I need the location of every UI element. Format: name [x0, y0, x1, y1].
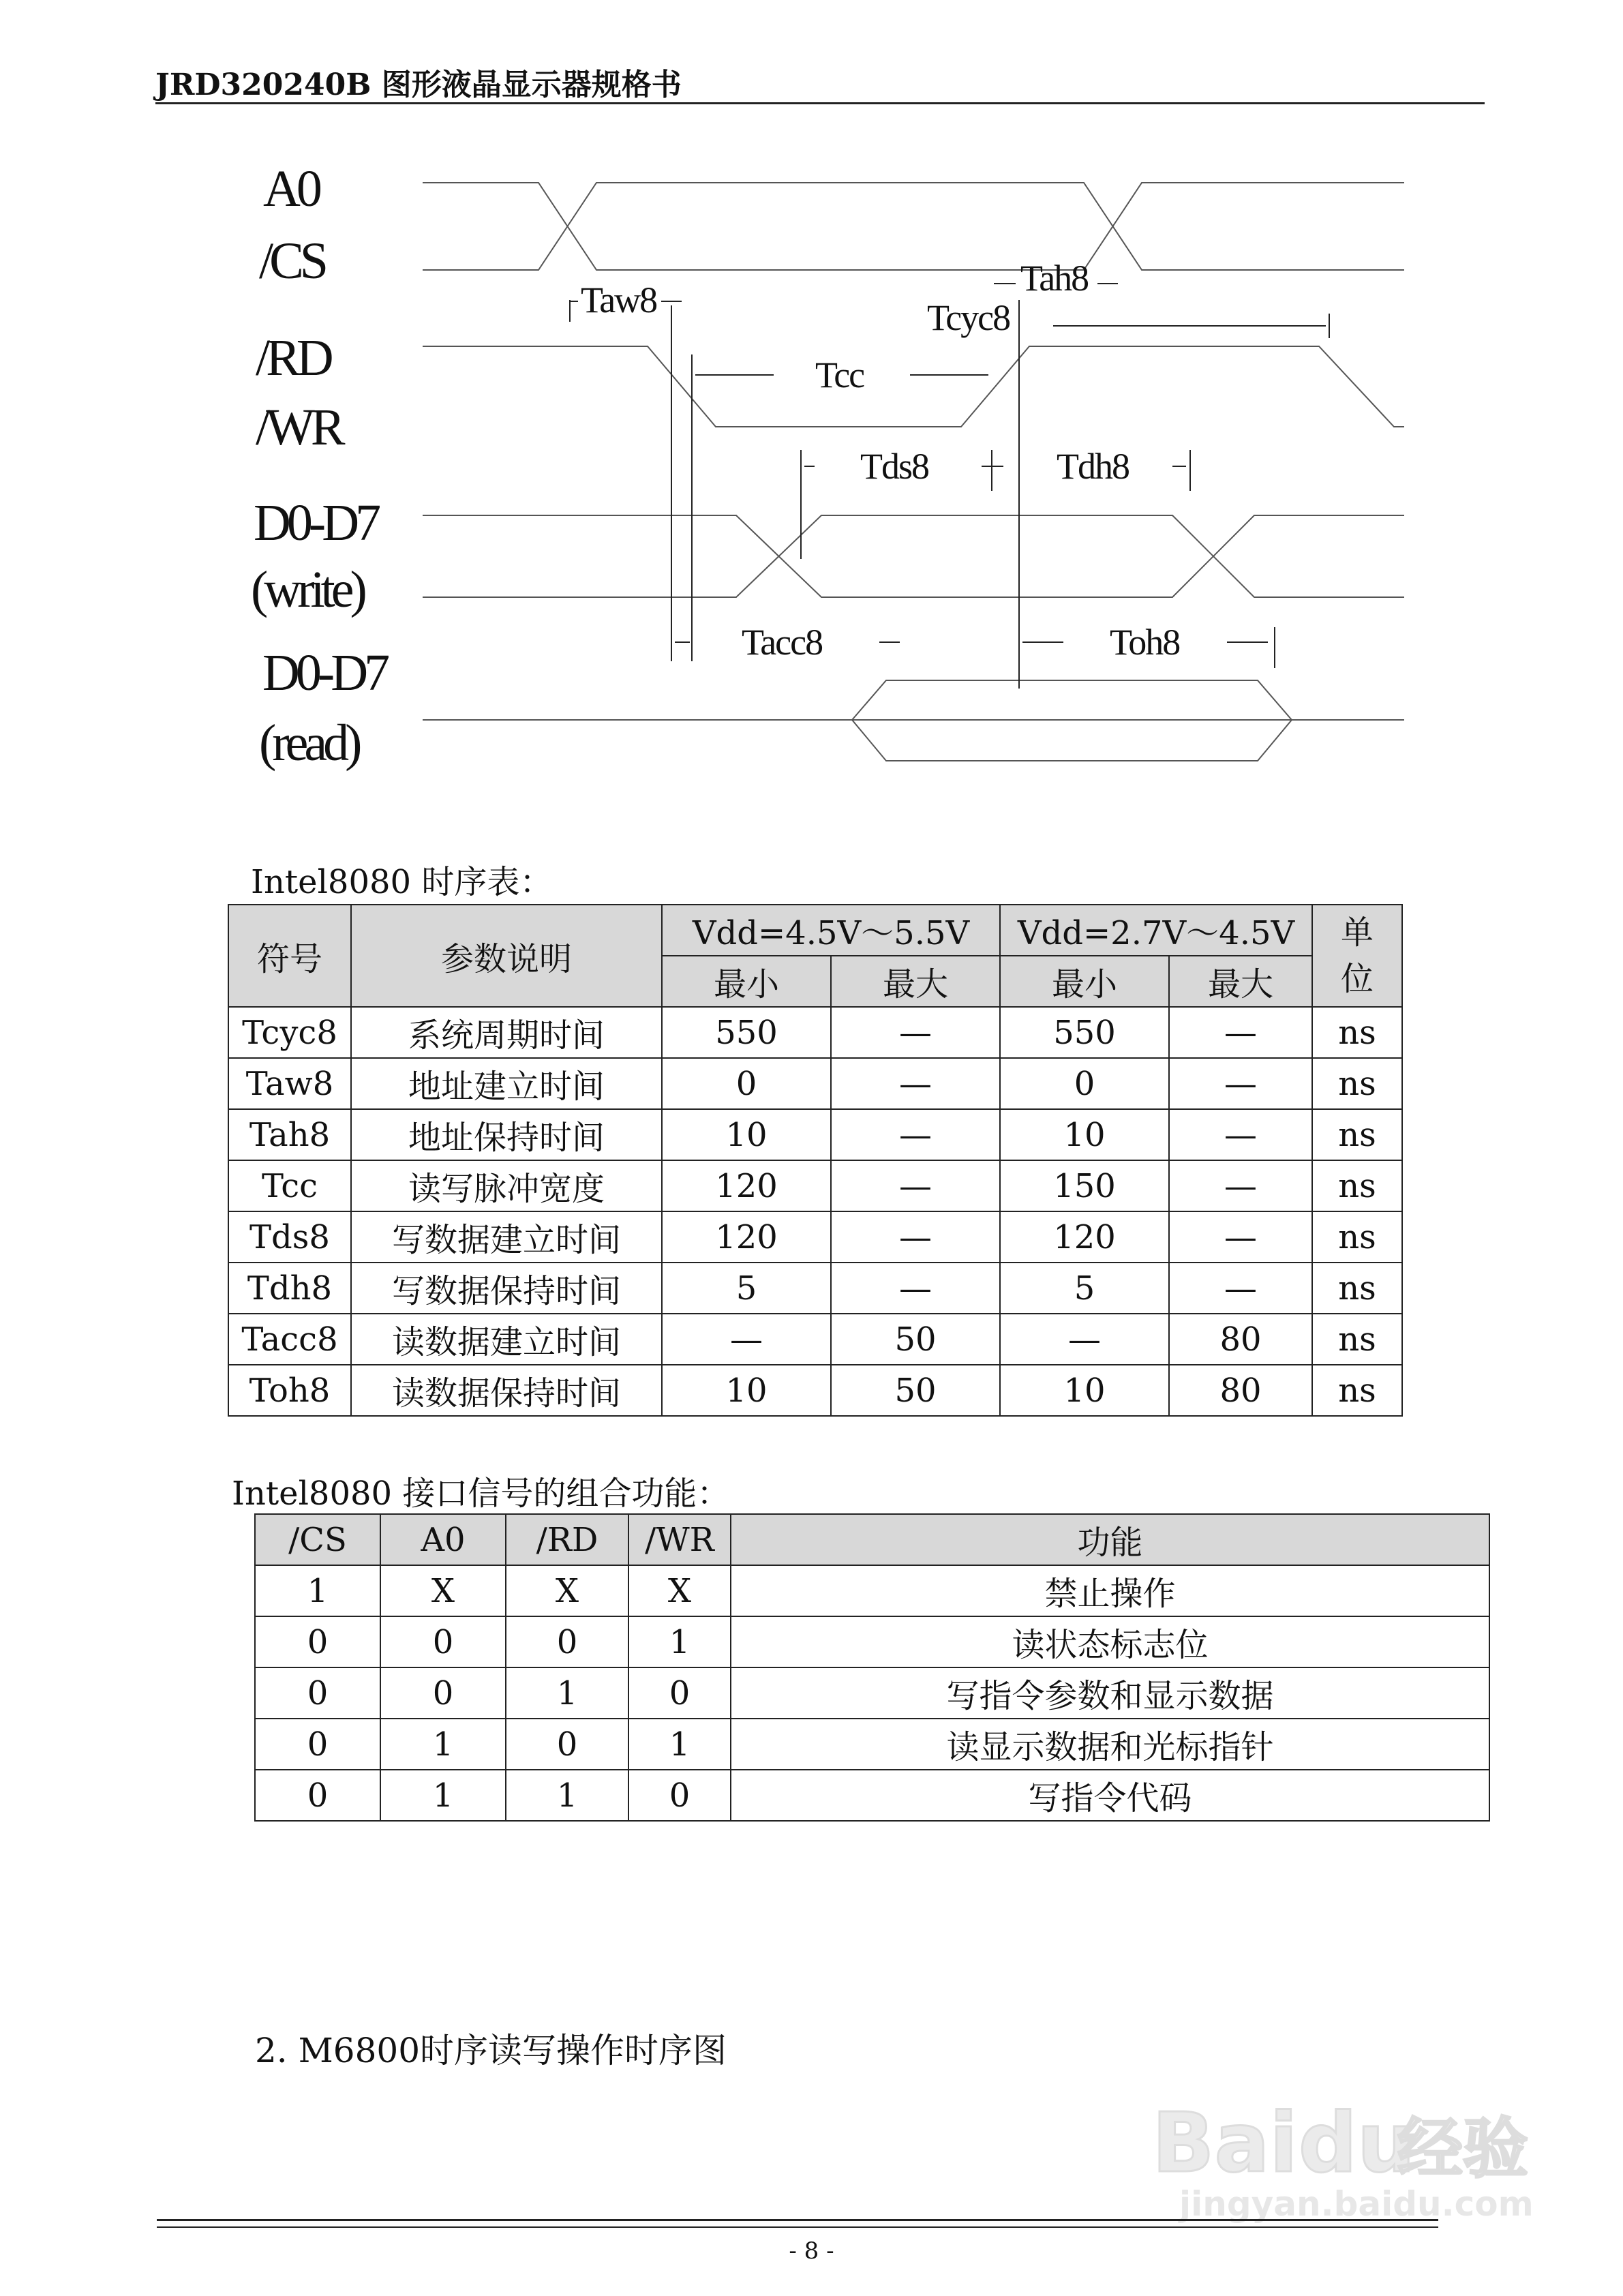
table-row: [255, 1770, 1489, 1821]
cell-unit: ns: [1312, 1160, 1402, 1211]
cell-description: 写数据保持时间: [351, 1263, 662, 1314]
cell-min-low: —: [1000, 1314, 1169, 1365]
cell-function: 读状态标志位: [731, 1616, 1489, 1667]
cell-wr: X: [628, 1565, 731, 1616]
header-vdd-high: Vdd=4.5V～5.5V: [662, 905, 1000, 956]
cell-unit: ns: [1312, 1365, 1402, 1416]
cell-min-high: 10: [662, 1365, 831, 1416]
cell-symbol: Tcyc8: [228, 1007, 351, 1058]
section-heading: 2. M6800时序读写操作时序图: [255, 2031, 727, 2070]
cell-unit: ns: [1312, 1007, 1402, 1058]
cell-max-low: —: [1169, 1263, 1312, 1314]
header-cs: /CS: [255, 1514, 380, 1565]
cell-min-low: 10: [1000, 1109, 1169, 1160]
cell-description: 地址建立时间: [351, 1058, 662, 1109]
cell-symbol: Toh8: [228, 1365, 351, 1416]
header-min-high: 最小: [662, 956, 831, 1007]
header-description: 参数说明: [351, 905, 662, 1007]
signal-dwrite-sub-label: (write): [251, 561, 363, 618]
cell-wr: 1: [628, 1616, 731, 1667]
cell-min-high: 10: [662, 1109, 831, 1160]
cell-wr: 0: [628, 1770, 731, 1821]
cell-min-low: 150: [1000, 1160, 1169, 1211]
cell-rd: 1: [506, 1667, 628, 1719]
cell-cs: 0: [255, 1770, 380, 1821]
timing-table-body: [228, 1007, 1402, 1416]
watermark-suffix: 经验: [1397, 2111, 1528, 2187]
table-row: [228, 1211, 1402, 1263]
signal-dwrite-label: D0-D7: [254, 494, 378, 552]
header-max-low: 最大: [1169, 956, 1312, 1007]
cell-symbol: Tcc: [228, 1160, 351, 1211]
cell-unit: ns: [1312, 1058, 1402, 1109]
combo-table: [254, 1513, 1490, 1822]
cell-a0: 0: [380, 1667, 506, 1719]
header-unit: [1312, 905, 1402, 1007]
header-vdd-low: Vdd=2.7V～4.5V: [1000, 905, 1312, 956]
cell-max-low: —: [1169, 1007, 1312, 1058]
combo-table-caption: Intel8080 接口信号的组合功能：: [232, 1475, 730, 1513]
param-tcyc-label: Tcyc8: [927, 297, 1010, 338]
table-row: [228, 1365, 1402, 1416]
cell-max-high: —: [831, 1263, 1000, 1314]
cell-description: 读数据保持时间: [351, 1365, 662, 1416]
timing-table-caption: Intel8080 时序表：: [251, 863, 553, 901]
header-a0: A0: [380, 1514, 506, 1565]
table-row: [228, 1007, 1402, 1058]
wave-a0-cs: [423, 183, 1404, 270]
cell-symbol: Tds8: [228, 1211, 351, 1263]
header-unit-line2: 位: [1340, 960, 1374, 998]
signal-wr-label: /WR: [256, 399, 342, 456]
cell-max-low: —: [1169, 1058, 1312, 1109]
cell-cs: 0: [255, 1667, 380, 1719]
cell-description: 地址保持时间: [351, 1109, 662, 1160]
cell-min-high: 550: [662, 1007, 831, 1058]
watermark-brand-du: du: [1299, 2096, 1416, 2191]
cell-max-low: —: [1169, 1160, 1312, 1211]
cell-unit: ns: [1312, 1109, 1402, 1160]
cell-cs: 1: [255, 1565, 380, 1616]
table-row: [255, 1719, 1489, 1770]
cell-max-low: —: [1169, 1211, 1312, 1263]
param-tah-label: Tah8: [1020, 258, 1089, 299]
param-toh-label: Toh8: [1110, 622, 1180, 663]
cell-function: 写指令代码: [731, 1770, 1489, 1821]
table-row: [228, 1314, 1402, 1365]
cell-function: 读显示数据和光标指针: [731, 1719, 1489, 1770]
table-row: [228, 1263, 1402, 1314]
header-unit-line1: 单: [1340, 913, 1374, 952]
cell-rd: 0: [506, 1616, 628, 1667]
param-tdh-label: Tdh8: [1057, 446, 1129, 487]
cell-wr: 1: [628, 1719, 731, 1770]
cell-max-high: 50: [831, 1365, 1000, 1416]
cell-max-high: —: [831, 1109, 1000, 1160]
cell-min-high: —: [662, 1314, 831, 1365]
cell-max-low: 80: [1169, 1365, 1312, 1416]
wave-d-read: [423, 680, 1404, 761]
signal-dread-label: D0-D7: [262, 644, 386, 701]
cell-wr: 0: [628, 1667, 731, 1719]
signal-dread-sub-label: (read): [259, 714, 359, 772]
cell-function: 写指令参数和显示数据: [731, 1667, 1489, 1719]
table-row: [228, 1109, 1402, 1160]
table-row: [255, 1667, 1489, 1719]
timing-diagram: [0, 150, 1623, 804]
cell-unit: ns: [1312, 1211, 1402, 1263]
cell-symbol: Tah8: [228, 1109, 351, 1160]
cell-min-low: 10: [1000, 1365, 1169, 1416]
cell-max-high: —: [831, 1211, 1000, 1263]
cell-max-low: —: [1169, 1109, 1312, 1160]
cell-symbol: Taw8: [228, 1058, 351, 1109]
cell-description: 系统周期时间: [351, 1007, 662, 1058]
cell-min-low: 120: [1000, 1211, 1169, 1263]
footer-rule-thin: [157, 2226, 1438, 2228]
param-tds-label: Tds8: [860, 446, 928, 487]
header-symbol: 符号: [228, 905, 351, 1007]
cell-rd: X: [506, 1565, 628, 1616]
param-taw-label: Taw8: [581, 280, 657, 320]
header-min-low: 最小: [1000, 956, 1169, 1007]
cell-min-high: 120: [662, 1160, 831, 1211]
timing-table: [228, 904, 1403, 1417]
cell-min-high: 0: [662, 1058, 831, 1109]
table-row: [255, 1616, 1489, 1667]
table-row: [255, 1565, 1489, 1616]
cell-max-high: —: [831, 1007, 1000, 1058]
watermark-brand: Bai: [1152, 2096, 1298, 2191]
watermark-url: jingyan.baidu.com: [1179, 2184, 1534, 2224]
cell-a0: 1: [380, 1719, 506, 1770]
cell-unit: ns: [1312, 1314, 1402, 1365]
cell-rd: 1: [506, 1770, 628, 1821]
document-title: JRD320240B 图形液晶显示器规格书: [155, 67, 682, 102]
cell-min-high: 120: [662, 1211, 831, 1263]
page-number: - 8 -: [789, 2237, 834, 2265]
cell-max-high: —: [831, 1058, 1000, 1109]
table-row: [228, 1160, 1402, 1211]
header-max-high: 最大: [831, 956, 1000, 1007]
cell-a0: X: [380, 1565, 506, 1616]
signal-cs-label: /CS: [259, 232, 325, 290]
param-tcc-label: Tcc: [815, 354, 864, 395]
cell-symbol: Tdh8: [228, 1263, 351, 1314]
header-rd: /RD: [506, 1514, 628, 1565]
table-row: [228, 1058, 1402, 1109]
wave-d-write: [423, 515, 1404, 597]
signal-rd-label: /RD: [256, 329, 330, 387]
cell-min-low: 550: [1000, 1007, 1169, 1058]
cell-symbol: Tacc8: [228, 1314, 351, 1365]
cell-min-high: 5: [662, 1263, 831, 1314]
baidu-watermark: [1152, 2089, 1561, 2226]
header-rule: [155, 102, 1485, 104]
cell-max-high: —: [831, 1160, 1000, 1211]
header-function: 功能: [731, 1514, 1489, 1565]
cell-description: 读数据建立时间: [351, 1314, 662, 1365]
wave-rd-wr: [423, 346, 1404, 427]
cell-a0: 1: [380, 1770, 506, 1821]
cell-rd: 0: [506, 1719, 628, 1770]
footer-rule: [157, 2219, 1438, 2221]
cell-description: 读写脉冲宽度: [351, 1160, 662, 1211]
param-tacc-label: Tacc8: [742, 622, 823, 663]
header-wr: /WR: [628, 1514, 731, 1565]
cell-min-low: 0: [1000, 1058, 1169, 1109]
cell-a0: 0: [380, 1616, 506, 1667]
cell-max-high: 50: [831, 1314, 1000, 1365]
cell-cs: 0: [255, 1616, 380, 1667]
signal-a0-label: A0: [263, 160, 318, 217]
cell-function: 禁止操作: [731, 1565, 1489, 1616]
cell-unit: ns: [1312, 1263, 1402, 1314]
cell-cs: 0: [255, 1719, 380, 1770]
cell-max-low: 80: [1169, 1314, 1312, 1365]
cell-min-low: 5: [1000, 1263, 1169, 1314]
cell-description: 写数据建立时间: [351, 1211, 662, 1263]
